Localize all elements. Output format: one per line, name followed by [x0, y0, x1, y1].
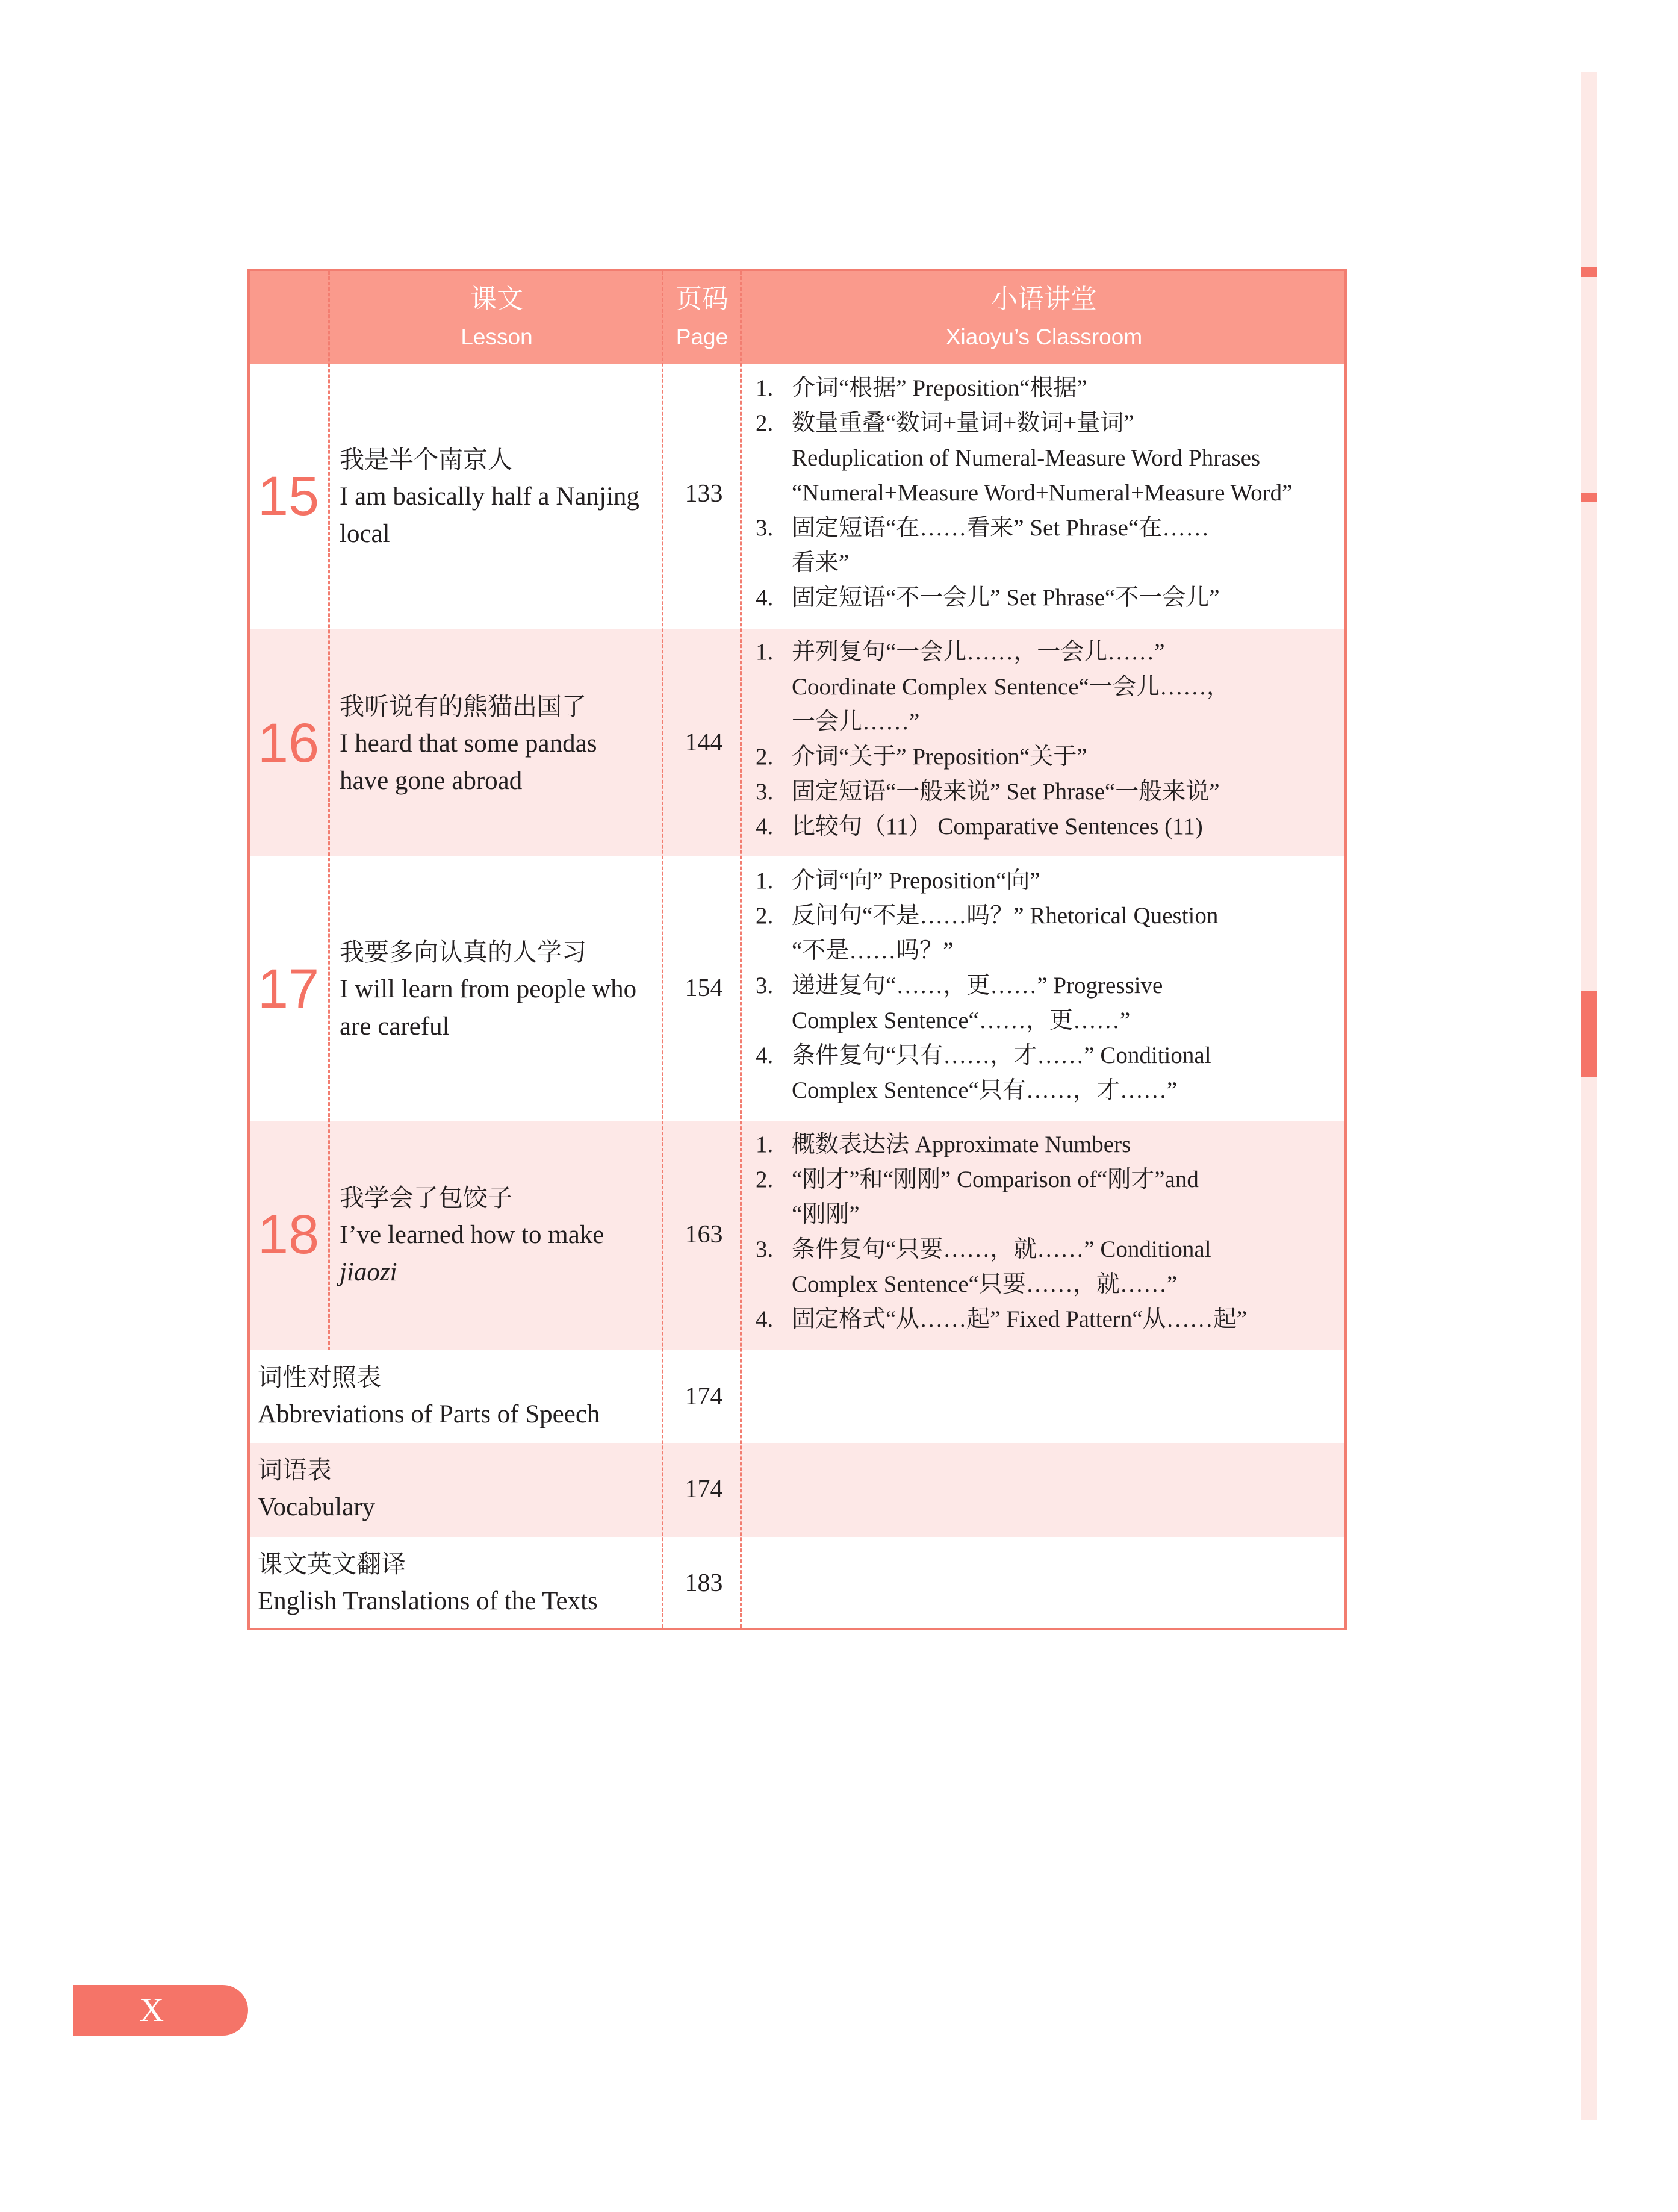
lesson-page: 144 — [685, 729, 723, 756]
header-lesson-zh: 课文 — [470, 284, 523, 314]
lesson-title-en: jiaozi — [340, 1258, 397, 1286]
lesson-row — [250, 856, 1344, 1121]
side-tab-marker — [1581, 493, 1597, 502]
classroom-notes — [756, 635, 1346, 844]
appendix-title-zh: 课文英文翻译 — [258, 1550, 406, 1578]
appendix-title[interactable] — [258, 1451, 655, 1526]
lesson-title[interactable] — [340, 441, 665, 553]
header-page-en: Page — [676, 325, 729, 349]
lesson-row — [250, 364, 1344, 629]
lesson-title-en: are careful — [340, 1012, 450, 1041]
appendix-page: 183 — [685, 1569, 723, 1597]
note-item: 1. 介词“向” Preposition“向” — [756, 868, 1040, 894]
appendix-title-en: English Translations of the Texts — [258, 1587, 598, 1615]
lesson-number: 15 — [257, 466, 320, 527]
appendix-title-zh: 词语表 — [258, 1456, 332, 1485]
lesson-title-zh: 我学会了包饺子 — [340, 1183, 512, 1212]
appendix-title-zh: 词性对照表 — [258, 1363, 381, 1392]
column-divider — [740, 271, 742, 1628]
header-lesson — [331, 271, 663, 364]
note-item: 4. 条件复句“只有……，才……” Conditional Complex Sentence“只有……，才……” — [756, 1042, 1211, 1103]
note-item: 3. 条件复句“只要……，就……” Conditional Complex Sentence“只要……，就……” — [756, 1236, 1211, 1297]
page-number-tab — [73, 1985, 248, 2036]
table-of-contents — [247, 269, 1347, 1630]
lesson-title-en: I am basically half a Nanjing — [340, 482, 639, 511]
lesson-page: 133 — [685, 480, 723, 508]
lesson-title[interactable] — [340, 688, 665, 800]
note-item: 1. 概数表达法 Approximate Numbers — [756, 1132, 1131, 1157]
header-page-zh: 页码 — [676, 284, 729, 314]
note-item: 3. 固定短语“在……看来” Set Phrase“在…… 看来” — [756, 515, 1210, 576]
lesson-title[interactable] — [340, 933, 665, 1045]
note-item: 3. 递进复句“……，更……” Progressive Complex Sentence“……，更……” — [756, 973, 1163, 1033]
note-item: 2. 数量重叠“数词+量词+数词+量词” Reduplication of Numeral-Measure Word Phrases “Numeral+Measure Word+Numeral+Measure Word” — [756, 410, 1293, 506]
lesson-number: 18 — [257, 1204, 320, 1265]
appendix-row — [250, 1537, 1344, 1628]
note-item: 4. 固定短语“不一会儿” Set Phrase“不一会儿” — [756, 585, 1220, 611]
lesson-row — [250, 1121, 1344, 1350]
lesson-title-en: I will learn from people who — [340, 975, 637, 1003]
lesson-page: 163 — [685, 1221, 723, 1248]
appendix-title-en: Vocabulary — [258, 1493, 376, 1521]
appendix-page: 174 — [685, 1475, 723, 1503]
header-lesson-en: Lesson — [461, 325, 533, 349]
note-item: 4. 固定格式“从……起” Fixed Pattern“从……起” — [756, 1306, 1248, 1332]
header-page — [663, 271, 741, 364]
appendix-row — [250, 1443, 1344, 1537]
appendix-title[interactable] — [258, 1359, 655, 1433]
lesson-title-zh: 我是半个南京人 — [340, 445, 512, 474]
note-item: 2. 介词“关于” Preposition“关于” — [756, 744, 1087, 770]
header-classroom — [741, 271, 1347, 364]
page-number: X — [139, 1992, 164, 2029]
lesson-title-zh: 我要多向认真的人学习 — [340, 938, 586, 967]
table-header — [250, 271, 1344, 364]
note-item: 2. “刚才”和“刚刚” Comparison of“刚才”and “刚刚” — [756, 1167, 1199, 1227]
lesson-page: 154 — [685, 974, 723, 1002]
appendix-title[interactable] — [258, 1545, 655, 1620]
lesson-title-en: I heard that some pandas — [340, 729, 597, 758]
appendix-row — [250, 1350, 1344, 1443]
side-tab-marker — [1581, 267, 1597, 277]
note-item: 3. 固定短语“一般来说” Set Phrase“一般来说” — [756, 779, 1220, 805]
column-divider — [328, 271, 330, 1350]
classroom-notes — [756, 371, 1346, 615]
side-tab-marker-active — [1581, 991, 1597, 1077]
note-item: 4. 比较句（11） Comparative Sentences (11) — [756, 814, 1203, 840]
lesson-title-en: local — [340, 520, 390, 548]
lesson-title-zh: 我听说有的熊猫出国了 — [340, 692, 586, 721]
lesson-title-en: I’ve learned how to make — [340, 1221, 604, 1249]
note-item: 2. 反问句“不是……吗？” Rhetorical Question “不是……吗？” — [756, 903, 1219, 964]
lesson-number: 17 — [257, 958, 320, 1020]
header-classroom-en: Xiaoyu’s Classroom — [945, 325, 1143, 349]
note-item: 1. 并列复句“一会儿……，一会儿……” Coordinate Complex Sentence“一会儿……， 一会儿……” — [756, 639, 1230, 735]
lesson-number: 16 — [257, 712, 320, 774]
classroom-notes — [756, 864, 1346, 1108]
appendix-title-en: Abbreviations of Parts of Speech — [258, 1400, 600, 1428]
classroom-notes — [756, 1127, 1346, 1337]
lesson-title-en: have gone abroad — [340, 767, 523, 795]
column-divider — [662, 271, 663, 1628]
side-strip — [1581, 72, 1597, 2120]
lesson-row — [250, 629, 1344, 856]
appendix-page: 174 — [685, 1383, 723, 1410]
header-classroom-zh: 小语讲堂 — [991, 284, 1097, 314]
lesson-title[interactable] — [340, 1179, 665, 1291]
note-item: 1. 介词“根据” Preposition“根据” — [756, 375, 1087, 401]
